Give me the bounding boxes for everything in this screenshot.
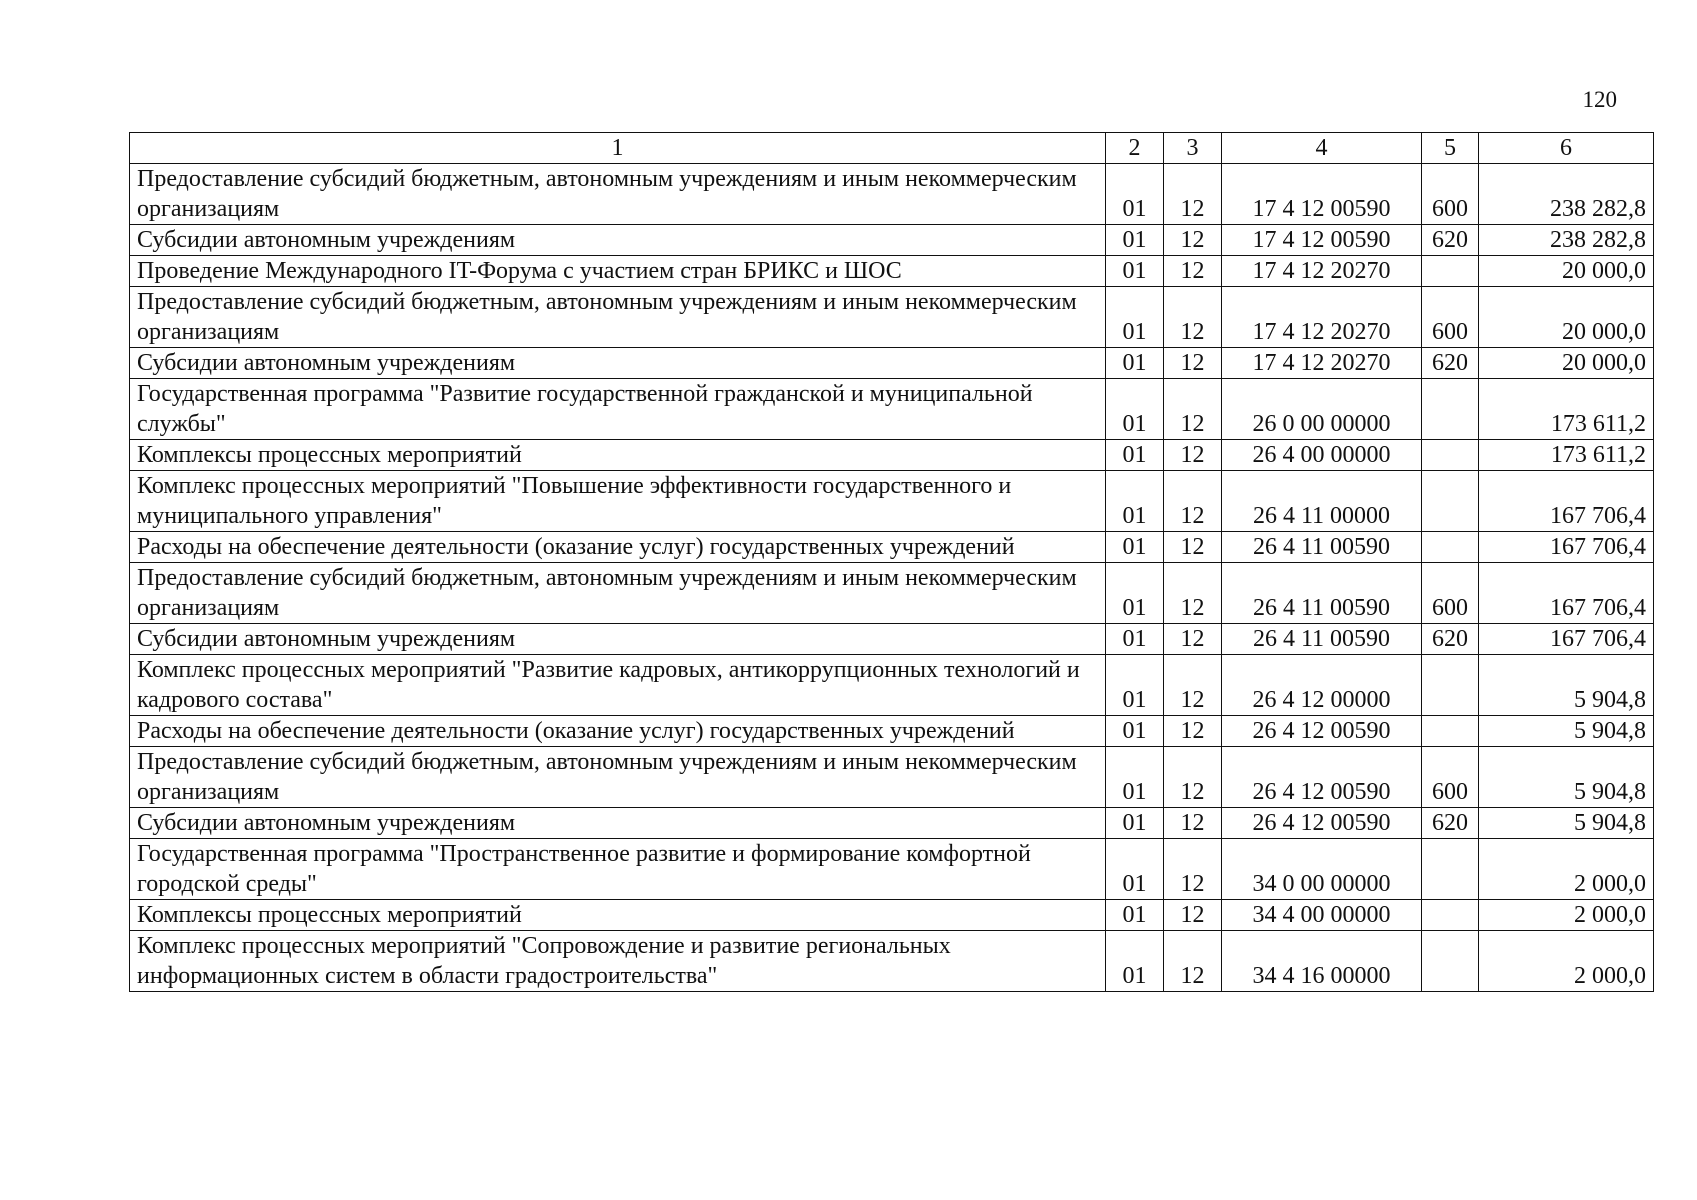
amount-cell: 173 611,2: [1479, 379, 1654, 440]
section-code-cell: 01: [1106, 471, 1164, 532]
subsection-code-cell: 12: [1164, 379, 1222, 440]
amount-cell: 167 706,4: [1479, 563, 1654, 624]
subsection-code-cell: 12: [1164, 471, 1222, 532]
subsection-code-cell: 12: [1164, 563, 1222, 624]
expense-type-code-cell: [1422, 532, 1479, 563]
amount-cell: 20 000,0: [1479, 287, 1654, 348]
target-article-code-cell: 34 4 00 00000: [1222, 900, 1422, 931]
section-code-cell: 01: [1106, 808, 1164, 839]
table-row: [130, 287, 1654, 348]
target-article-code-cell: 26 4 11 00590: [1222, 532, 1422, 563]
amount-cell: 167 706,4: [1479, 532, 1654, 563]
expense-type-code-cell: [1422, 256, 1479, 287]
row-name-cell: Расходы на обеспечение деятельности (оказание услуг) государственных учреждений: [130, 716, 1106, 747]
amount-cell: 2 000,0: [1479, 931, 1654, 992]
target-article-code-cell: 34 0 00 00000: [1222, 839, 1422, 900]
table-row: [130, 563, 1654, 624]
table-row: [130, 164, 1654, 225]
table-row: [130, 225, 1654, 256]
amount-cell: 238 282,8: [1479, 164, 1654, 225]
expense-type-code-cell: [1422, 716, 1479, 747]
row-name-cell: Проведение Международного IT-Форума с участием стран БРИКС и ШОС: [130, 256, 1106, 287]
section-code-cell: 01: [1106, 532, 1164, 563]
subsection-code-cell: 12: [1164, 839, 1222, 900]
expense-type-code-cell: [1422, 931, 1479, 992]
column-header: 3: [1164, 133, 1222, 164]
table-row: [130, 716, 1654, 747]
row-name-cell: Субсидии автономным учреждениям: [130, 225, 1106, 256]
subsection-code-cell: 12: [1164, 931, 1222, 992]
row-name-cell: Предоставление субсидий бюджетным, автономным учреждениям и иным некоммерческим организациям: [130, 164, 1106, 225]
row-name-cell: Комплексы процессных мероприятий: [130, 440, 1106, 471]
column-header: 6: [1479, 133, 1654, 164]
row-name-cell: Предоставление субсидий бюджетным, автономным учреждениям и иным некоммерческим организациям: [130, 563, 1106, 624]
table-row: [130, 471, 1654, 532]
row-name-cell: Государственная программа "Пространственное развитие и формирование комфортной городской среды": [130, 839, 1106, 900]
table-row: [130, 440, 1654, 471]
subsection-code-cell: 12: [1164, 532, 1222, 563]
subsection-code-cell: 12: [1164, 808, 1222, 839]
target-article-code-cell: 34 4 16 00000: [1222, 931, 1422, 992]
section-code-cell: 01: [1106, 225, 1164, 256]
target-article-code-cell: 26 4 11 00590: [1222, 563, 1422, 624]
expense-type-code-cell: 620: [1422, 808, 1479, 839]
section-code-cell: 01: [1106, 624, 1164, 655]
target-article-code-cell: 17 4 12 00590: [1222, 225, 1422, 256]
subsection-code-cell: 12: [1164, 225, 1222, 256]
section-code-cell: 01: [1106, 348, 1164, 379]
amount-cell: 5 904,8: [1479, 716, 1654, 747]
target-article-code-cell: 17 4 12 00590: [1222, 164, 1422, 225]
table-row: [130, 808, 1654, 839]
table-row: [130, 256, 1654, 287]
target-article-code-cell: 17 4 12 20270: [1222, 348, 1422, 379]
section-code-cell: 01: [1106, 287, 1164, 348]
table-row: [130, 900, 1654, 931]
column-header: 4: [1222, 133, 1422, 164]
expense-type-code-cell: [1422, 655, 1479, 716]
amount-cell: 173 611,2: [1479, 440, 1654, 471]
amount-cell: 5 904,8: [1479, 808, 1654, 839]
section-code-cell: 01: [1106, 747, 1164, 808]
expense-type-code-cell: [1422, 440, 1479, 471]
section-code-cell: 01: [1106, 900, 1164, 931]
row-name-cell: Комплекс процессных мероприятий "Развитие кадровых, антикоррупционных технологий и кадрового состава": [130, 655, 1106, 716]
subsection-code-cell: 12: [1164, 256, 1222, 287]
section-code-cell: 01: [1106, 256, 1164, 287]
table-row: [130, 931, 1654, 992]
expense-type-code-cell: 600: [1422, 563, 1479, 624]
amount-cell: 20 000,0: [1479, 256, 1654, 287]
budget-table: [129, 132, 1654, 992]
section-code-cell: 01: [1106, 655, 1164, 716]
subsection-code-cell: 12: [1164, 348, 1222, 379]
amount-cell: 5 904,8: [1479, 747, 1654, 808]
subsection-code-cell: 12: [1164, 900, 1222, 931]
amount-cell: 167 706,4: [1479, 624, 1654, 655]
row-name-cell: Расходы на обеспечение деятельности (оказание услуг) государственных учреждений: [130, 532, 1106, 563]
subsection-code-cell: 12: [1164, 287, 1222, 348]
row-name-cell: Комплексы процессных мероприятий: [130, 900, 1106, 931]
expense-type-code-cell: [1422, 900, 1479, 931]
target-article-code-cell: 26 4 12 00000: [1222, 655, 1422, 716]
table-row: [130, 624, 1654, 655]
expense-type-code-cell: 620: [1422, 624, 1479, 655]
section-code-cell: 01: [1106, 716, 1164, 747]
section-code-cell: 01: [1106, 164, 1164, 225]
row-name-cell: Комплекс процессных мероприятий "Повышение эффективности государственного и муниципального управления": [130, 471, 1106, 532]
page-number: 120: [1582, 87, 1617, 112]
section-code-cell: 01: [1106, 379, 1164, 440]
amount-cell: 238 282,8: [1479, 225, 1654, 256]
section-code-cell: 01: [1106, 563, 1164, 624]
amount-cell: 20 000,0: [1479, 348, 1654, 379]
row-name-cell: Предоставление субсидий бюджетным, автономным учреждениям и иным некоммерческим организациям: [130, 747, 1106, 808]
table-row: [130, 747, 1654, 808]
target-article-code-cell: 26 4 11 00000: [1222, 471, 1422, 532]
subsection-code-cell: 12: [1164, 164, 1222, 225]
row-name-cell: Комплекс процессных мероприятий "Сопровождение и развитие региональных информационных систем в области градостроительства": [130, 931, 1106, 992]
column-header: 2: [1106, 133, 1164, 164]
subsection-code-cell: 12: [1164, 624, 1222, 655]
row-name-cell: Субсидии автономным учреждениям: [130, 624, 1106, 655]
target-article-code-cell: 17 4 12 20270: [1222, 287, 1422, 348]
target-article-code-cell: 26 4 12 00590: [1222, 808, 1422, 839]
expense-type-code-cell: 600: [1422, 747, 1479, 808]
expense-type-code-cell: [1422, 839, 1479, 900]
amount-cell: 2 000,0: [1479, 900, 1654, 931]
table-row: [130, 532, 1654, 563]
row-name-cell: Государственная программа "Развитие государственной гражданской и муниципальной службы": [130, 379, 1106, 440]
table-row: [130, 655, 1654, 716]
target-article-code-cell: 26 4 12 00590: [1222, 716, 1422, 747]
expense-type-code-cell: 620: [1422, 225, 1479, 256]
expense-type-code-cell: [1422, 471, 1479, 532]
table-header-row: [130, 133, 1654, 164]
column-header: 1: [130, 133, 1106, 164]
row-name-cell: Предоставление субсидий бюджетным, автономным учреждениям и иным некоммерческим организациям: [130, 287, 1106, 348]
amount-cell: 2 000,0: [1479, 839, 1654, 900]
expense-type-code-cell: 600: [1422, 164, 1479, 225]
target-article-code-cell: 17 4 12 20270: [1222, 256, 1422, 287]
subsection-code-cell: 12: [1164, 716, 1222, 747]
target-article-code-cell: 26 4 11 00590: [1222, 624, 1422, 655]
amount-cell: 5 904,8: [1479, 655, 1654, 716]
expense-type-code-cell: 600: [1422, 287, 1479, 348]
table-row: [130, 348, 1654, 379]
column-header: 5: [1422, 133, 1479, 164]
section-code-cell: 01: [1106, 931, 1164, 992]
target-article-code-cell: 26 4 12 00590: [1222, 747, 1422, 808]
row-name-cell: Субсидии автономным учреждениям: [130, 808, 1106, 839]
table-row: [130, 379, 1654, 440]
target-article-code-cell: 26 4 00 00000: [1222, 440, 1422, 471]
section-code-cell: 01: [1106, 839, 1164, 900]
row-name-cell: Субсидии автономным учреждениям: [130, 348, 1106, 379]
expense-type-code-cell: [1422, 379, 1479, 440]
subsection-code-cell: 12: [1164, 440, 1222, 471]
amount-cell: 167 706,4: [1479, 471, 1654, 532]
section-code-cell: 01: [1106, 440, 1164, 471]
target-article-code-cell: 26 0 00 00000: [1222, 379, 1422, 440]
subsection-code-cell: 12: [1164, 655, 1222, 716]
subsection-code-cell: 12: [1164, 747, 1222, 808]
expense-type-code-cell: 620: [1422, 348, 1479, 379]
table-row: [130, 839, 1654, 900]
